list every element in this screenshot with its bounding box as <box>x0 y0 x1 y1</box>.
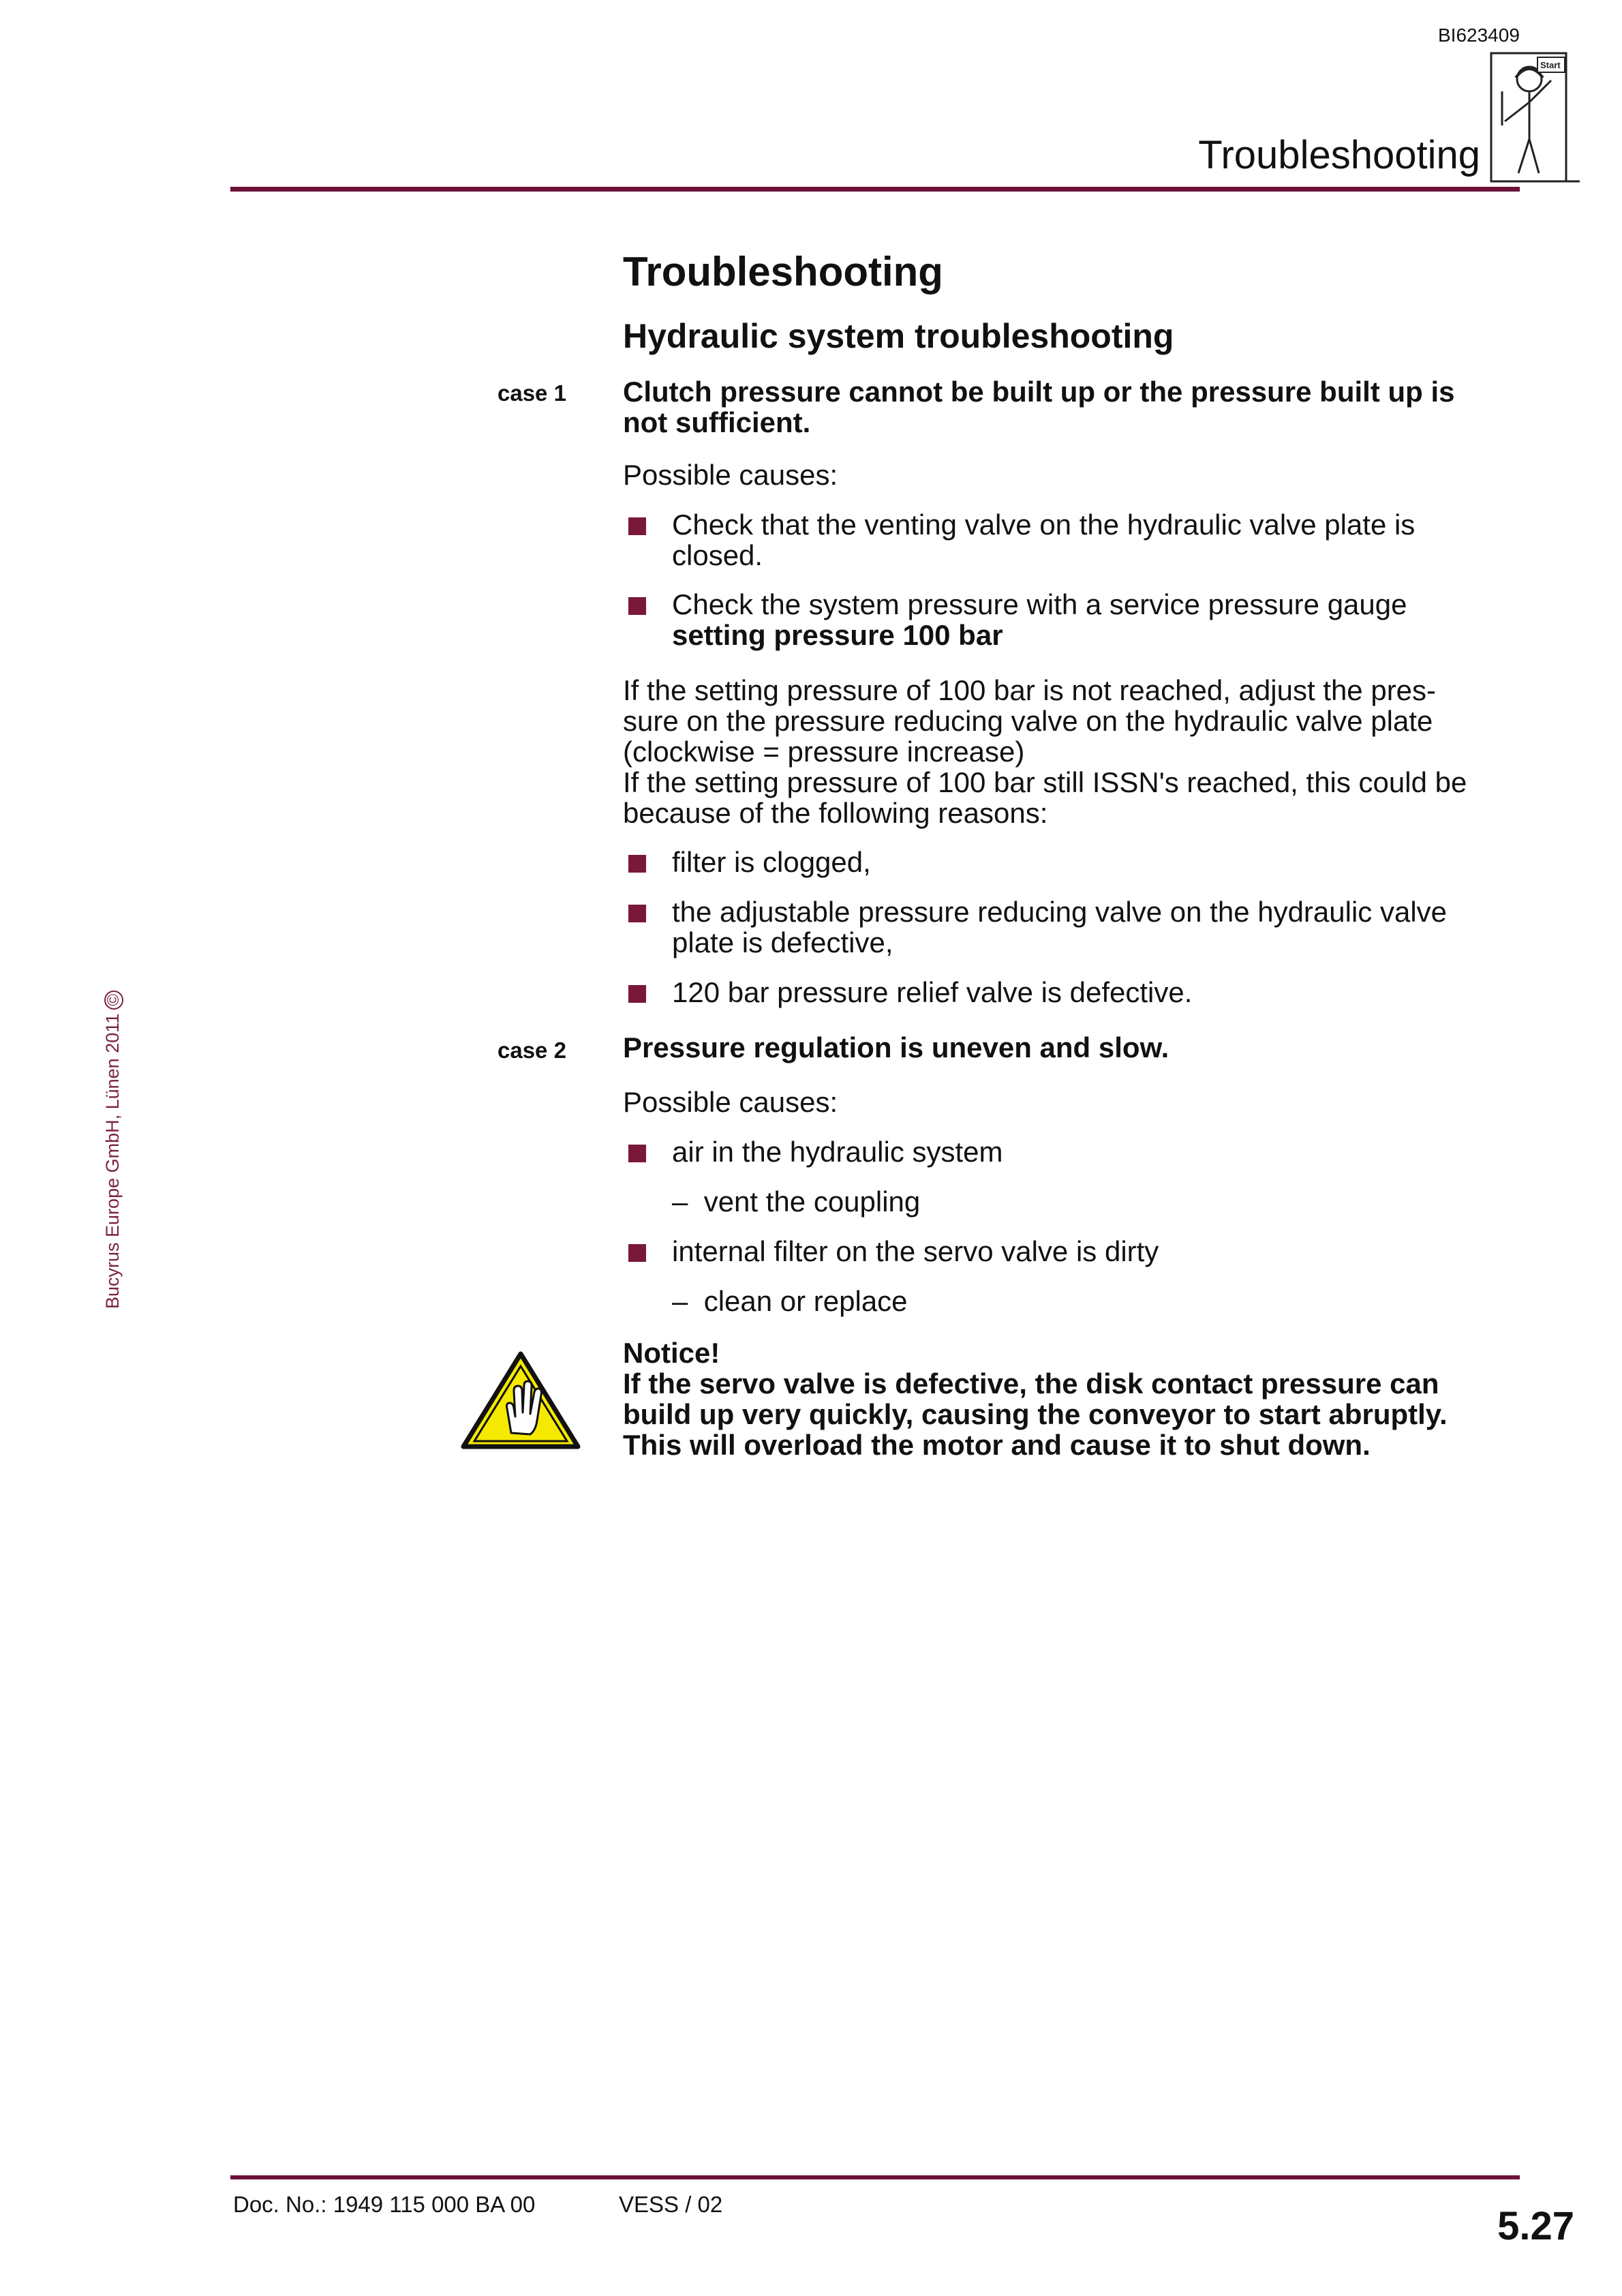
header-title: Troubleshooting <box>1198 133 1480 177</box>
case-2-heading: Pressure regulation is uneven and slow. <box>623 1031 1169 1063</box>
sub-list-item <box>672 1286 908 1316</box>
list-item <box>623 977 1509 1008</box>
notice-line: This will overload the motor and cause it to shut down. <box>623 1429 1371 1461</box>
list-item-text: internal filter on the servo valve is dirty <box>672 1235 1159 1267</box>
copyright-symbol: © <box>104 991 123 1010</box>
paragraph-line: If the setting pressure of 100 bar still ISSN's reached, this could be <box>623 766 1467 798</box>
possible-causes-label: Possible causes: <box>623 1086 838 1118</box>
copyright-text: Bucyrus Europe GmbH, Lünen 2011 <box>102 1013 123 1309</box>
adjustment-paragraph <box>623 675 1509 828</box>
case-1-heading-line: not sufficient. <box>623 406 811 438</box>
list-item <box>623 589 1509 650</box>
page-title: Troubleshooting <box>623 249 943 294</box>
bullet-square-icon <box>628 1145 646 1162</box>
list-item-text: closed. <box>672 539 763 571</box>
list-item-text: Check that the venting valve on the hydraulic valve plate is <box>672 509 1416 541</box>
sub-list-item-text: clean or replace <box>703 1285 908 1317</box>
notice-line: build up very quickly, causing the conveyor to start abruptly. <box>623 1398 1448 1430</box>
list-item-text: air in the hydraulic system <box>672 1136 1003 1168</box>
list-item <box>623 896 1509 958</box>
copyright-note <box>102 991 123 1309</box>
dash-marker: – <box>672 1185 704 1218</box>
notice-title: Notice! <box>623 1337 720 1369</box>
list-item-text: the adjustable pressure reducing valve on the hydraulic valve <box>672 896 1448 928</box>
bullet-square-icon <box>628 905 646 922</box>
paragraph-line: sure on the pressure reducing valve on the hydraulic valve plate <box>623 705 1433 737</box>
bullet-square-icon <box>628 1244 646 1262</box>
possible-causes-label: Possible causes: <box>623 459 838 491</box>
list-item-text: Check the system pressure with a service pressure gauge <box>672 588 1407 620</box>
worker-start-icon <box>1488 50 1581 187</box>
notice-line: If the servo valve is defective, the disk contact pressure can <box>623 1368 1439 1400</box>
paragraph-line: If the setting pressure of 100 bar is not reached, adjust the pres- <box>623 674 1437 706</box>
sub-list-item <box>672 1186 920 1217</box>
notice-block <box>623 1338 1522 1460</box>
bullet-square-icon <box>628 597 646 615</box>
bullet-square-icon <box>628 855 646 873</box>
dash-marker: – <box>672 1285 704 1317</box>
section-subtitle: Hydraulic system troubleshooting <box>623 317 1174 355</box>
warning-hand-icon <box>459 1350 582 1451</box>
version: VESS / 02 <box>619 2192 723 2217</box>
list-item-text: setting pressure 100 bar <box>672 619 1003 651</box>
list-item <box>623 1236 1509 1267</box>
list-item <box>623 509 1509 571</box>
case-2-label: case 2 <box>498 1038 566 1063</box>
document-id: BI623409 <box>1438 25 1520 46</box>
header-rule <box>230 187 1520 192</box>
case-1-heading-line: Clutch pressure cannot be built up or the pressure built up is <box>623 376 1455 408</box>
list-item-text: filter is clogged, <box>672 846 871 878</box>
footer-rule <box>230 2175 1520 2179</box>
bullet-square-icon <box>628 517 646 535</box>
bullet-square-icon <box>628 985 646 1003</box>
list-item-text: 120 bar pressure relief valve is defective. <box>672 976 1193 1008</box>
case-1-label: case 1 <box>498 380 566 406</box>
paragraph-line: because of the following reasons: <box>623 797 1048 829</box>
doc-number: Doc. No.: 1949 115 000 BA 00 <box>233 2192 536 2217</box>
list-item-text: plate is defective, <box>672 926 893 958</box>
list-item <box>623 1136 1509 1167</box>
sub-list-item-text: vent the coupling <box>703 1185 921 1218</box>
case-1-heading <box>623 376 1509 438</box>
page-number: 5.27 <box>1497 2204 1574 2248</box>
paragraph-line: (clockwise = pressure increase) <box>623 736 1025 768</box>
icon-start-label: Start <box>1540 60 1561 70</box>
list-item <box>623 847 1509 877</box>
